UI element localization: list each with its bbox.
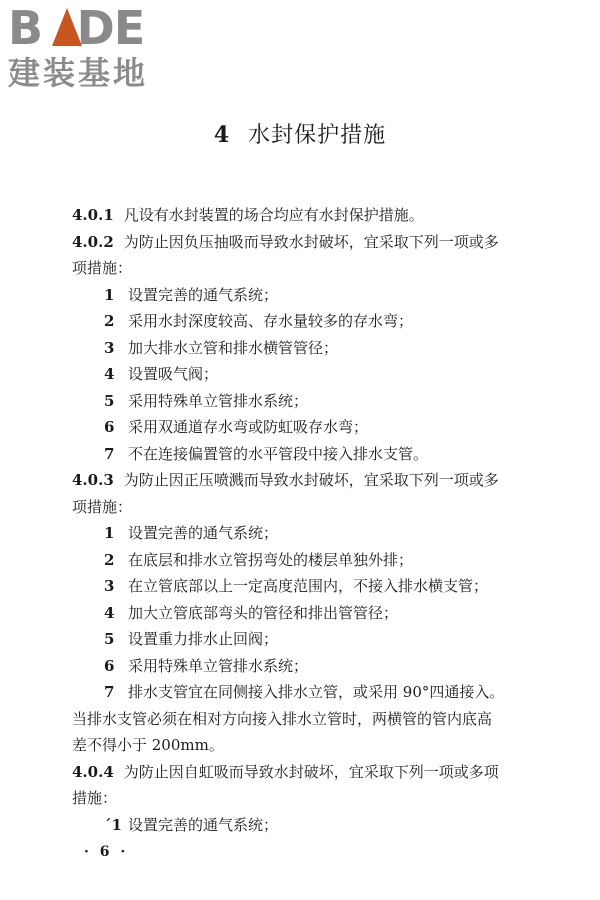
list-item [72, 600, 562, 627]
clause-line [72, 759, 562, 786]
line-text: 为防止因负压抽吸而导致水封破坏，宜采取下列一项或多 [123, 232, 499, 251]
list-item [72, 520, 562, 547]
list-item [72, 388, 562, 415]
line-text: 在底层和排水立管拐弯处的楼层单独外排； [128, 550, 414, 569]
logo-subtitle: 建装基地 [8, 54, 149, 92]
line-text: 设置完善的通气系统； [128, 285, 279, 304]
line-text: 设置重力排水止回阀； [128, 630, 279, 648]
list-item [72, 414, 562, 441]
line-text: 当排水支管必须在相对方向接入排水立管时，两横管的管内底高 [72, 709, 493, 728]
line-text: 加大立管底部弯头的管径和排出管管径； [128, 603, 399, 622]
clause-list [72, 202, 562, 838]
line-text: 采用特殊单立管排水系统； [128, 391, 309, 410]
line-text: 差不得小于 200mm。 [72, 736, 224, 754]
clause-number: 4.0.1 [72, 206, 114, 224]
item-number: 1 [104, 285, 115, 304]
item-number: 5 [104, 630, 115, 648]
list-item [72, 547, 562, 574]
list-item [72, 335, 562, 362]
list-item [72, 573, 562, 600]
line-text: 采用水封深度较高、存水量较多的存水弯； [128, 312, 414, 330]
line-text: 设置吸气阀； [128, 365, 219, 383]
item-number: 7 [104, 444, 115, 463]
line-text: 设置完善的通气系统； [128, 815, 279, 834]
page-number: · 6 · [84, 844, 129, 860]
continuation-line [72, 732, 562, 759]
item-number: 3 [104, 338, 115, 357]
line-text: 凡设有水封装置的场合均应有水封保护措施。 [123, 206, 424, 224]
line-text: 采用双通道存水弯或防虹吸存水弯； [128, 418, 369, 436]
clause-number: 4.0.4 [72, 762, 114, 781]
logo-wordmark: B DE [8, 1, 145, 55]
list-item [72, 282, 562, 309]
continuation-line [72, 785, 562, 812]
line-text: 在立管底部以上一定高度范围内，不接入排水横支管； [128, 577, 489, 595]
item-number: 3 [104, 577, 115, 595]
line-text: 为防止因正压喷溅而导致水封破坏，宜采取下列一项或多 [123, 471, 499, 489]
clause-number: 4.0.2 [72, 232, 114, 251]
clause-line [72, 229, 562, 256]
clause-line [72, 467, 562, 494]
list-item [72, 679, 562, 706]
continuation-line [72, 706, 562, 733]
item-number: 6 [104, 656, 115, 675]
line-text: 采用特殊单立管排水系统； [128, 656, 309, 675]
continuation-line [72, 255, 562, 282]
chapter-number: 4 [213, 122, 231, 148]
item-number: 6 [104, 418, 115, 436]
line-text: 加大排水立管和排水横管管径； [128, 338, 339, 357]
chapter-title-text: 水封保护措施 [248, 123, 387, 148]
item-number: 7 [104, 683, 115, 701]
line-text: 措施： [72, 789, 118, 807]
clause-number: 4.0.3 [72, 471, 114, 489]
item-number: 4 [104, 603, 115, 622]
list-item [72, 441, 562, 468]
chapter-title [0, 118, 600, 149]
item-number: 1 [104, 524, 115, 542]
line-text: 不在连接偏置管的水平管段中接入排水支管。 [128, 444, 429, 463]
line-text: 项措施： [72, 259, 133, 277]
list-item [72, 626, 562, 653]
bade-logo [8, 1, 178, 92]
list-item [72, 361, 562, 388]
line-text: 排水支管宜在同侧接入排水立管，或采用 90°四通接入。 [128, 683, 505, 701]
list-item [72, 308, 562, 335]
list-item [72, 812, 562, 839]
item-number: 2 [104, 550, 115, 569]
line-text: 为防止因自虹吸而导致水封破坏，宜采取下列一项或多项 [123, 762, 499, 781]
line-text: 项措施： [72, 497, 133, 516]
list-item [72, 653, 562, 680]
line-text: 设置完善的通气系统； [128, 524, 279, 542]
item-number: 2 [104, 312, 115, 330]
logo-triangle-icon [52, 8, 82, 46]
item-number: ˊ1 [104, 815, 122, 834]
clause-line [72, 202, 562, 229]
item-number: 4 [104, 365, 115, 383]
item-number: 5 [104, 391, 115, 410]
continuation-line [72, 494, 562, 521]
